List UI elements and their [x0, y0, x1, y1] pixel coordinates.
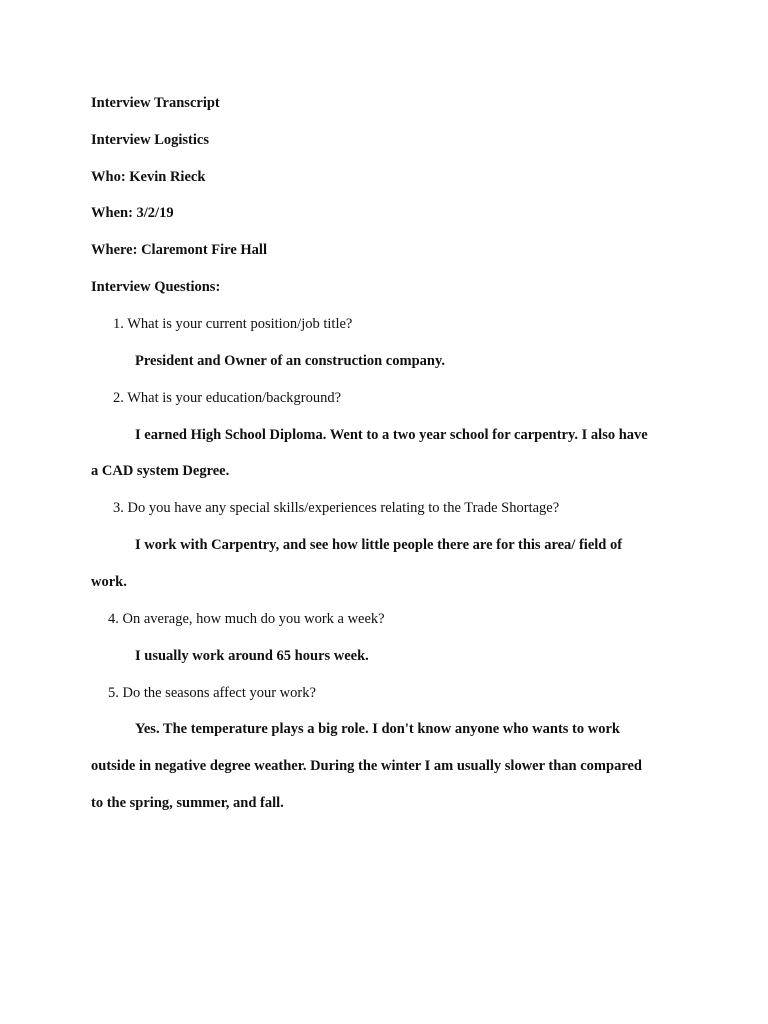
answer-2-line-1: I earned High School Diploma. Went to a two year school for carpentry. I also have [135, 427, 648, 443]
document-title: Interview Transcript [91, 95, 220, 111]
answer-5-line-3: to the spring, summer, and fall. [91, 795, 284, 811]
answer-4-line-1: I usually work around 65 hours week. [135, 648, 369, 664]
answer-3-line-2: work. [91, 574, 127, 590]
question-2: 2. What is your education/background? [113, 390, 342, 406]
answer-5-line-1: Yes. The temperature plays a big role. I don't know anyone who wants to work [135, 721, 620, 737]
answer-2-line-2: a CAD system Degree. [91, 463, 230, 479]
where-line: Where: Claremont Fire Hall [91, 242, 267, 258]
logistics-heading: Interview Logistics [91, 132, 209, 148]
answer-3-line-1: I work with Carpentry, and see how little people there are for this area/ field of [135, 537, 623, 553]
question-4: 4. On average, how much do you work a week? [108, 611, 385, 627]
when-line: When: 3/2/19 [91, 205, 174, 221]
question-3: 3. Do you have any special skills/experiences relating to the Trade Shortage? [113, 500, 560, 516]
answer-1-line-1: President and Owner of an construction company. [135, 353, 446, 369]
answer-5-line-2: outside in negative degree weather. During the winter I am usually slower than compared [91, 758, 642, 774]
question-5: 5. Do the seasons affect your work? [108, 685, 316, 701]
who-line: Who: Kevin Rieck [91, 169, 206, 185]
questions-heading: Interview Questions: [91, 279, 221, 295]
question-1: 1. What is your current position/job title? [113, 316, 353, 332]
